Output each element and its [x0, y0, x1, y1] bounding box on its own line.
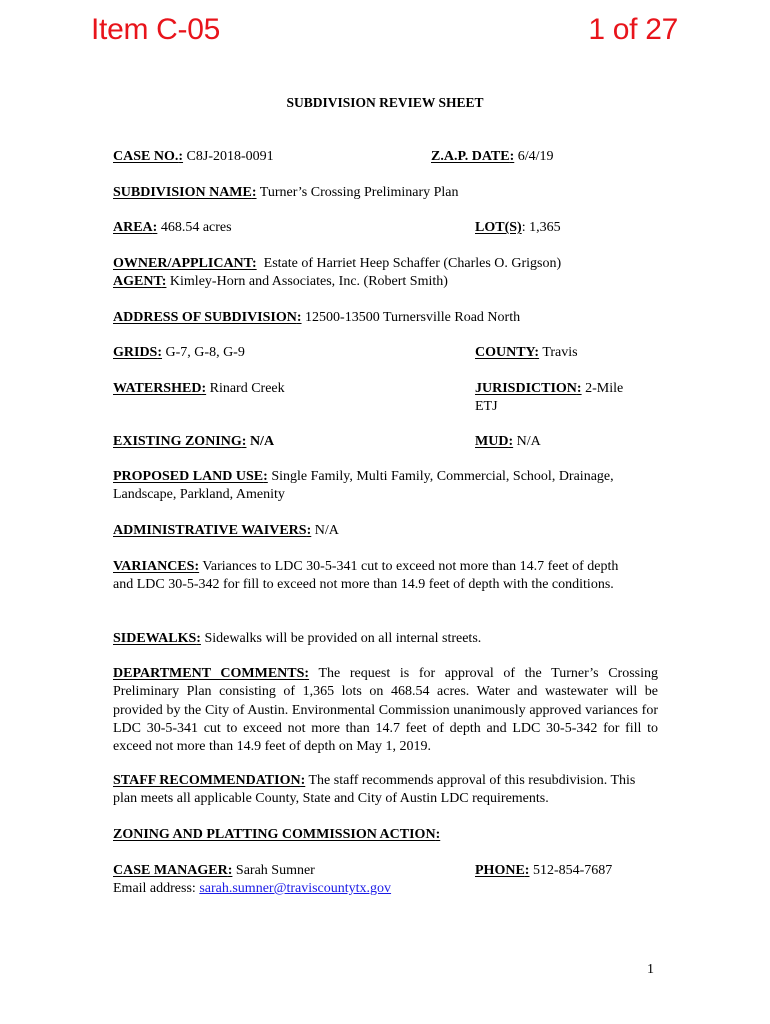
existing-zoning-field: EXISTING ZONING: N/A	[113, 434, 275, 449]
proposed-land-use-field: PROPOSED LAND USE: Single Family, Multi Family, Commercial, School, Drainage, Landscape, Parkland, Amenity	[113, 469, 614, 503]
county-field: COUNTY: Travis	[475, 345, 578, 360]
zap-action-heading: ZONING AND PLATTING COMMISSION ACTION:	[113, 827, 441, 842]
case-manager-field: CASE MANAGER: Sarah Sumner	[113, 863, 315, 878]
variances-field: VARIANCES: Variances to LDC 30-5-341 cut to exceed not more than 14.7 feet of depth and LDC 30-5-342 for fill to exceed not more than 14.9 feet of depth with the conditions.	[113, 559, 619, 593]
email-field	[113, 880, 391, 898]
staff-recommendation-field: STAFF RECOMMENDATION: The staff recommends approval of this resubdivision. This plan meets all applicable County, State and City of Austin LDC requirements.	[113, 773, 636, 807]
subdivision-name-field: SUBDIVISION NAME: Turner’s Crossing Preliminary Plan	[113, 185, 459, 200]
phone-label: PHONE	[475, 863, 525, 878]
zap-date-value: 6/4/19	[517, 149, 554, 164]
sidewalks-label: SIDEWALKS	[113, 631, 197, 646]
admin-waivers-field: ADMINISTRATIVE WAIVERS: N/A	[113, 523, 339, 538]
jurisdiction-value: 2-Mile	[585, 381, 624, 396]
email-link[interactable]: sarah.sumner@traviscountytx.gov	[199, 881, 392, 896]
watershed-field: WATERSHED: Rinard Creek	[113, 381, 285, 396]
department-comments-label: DEPARTMENT COMMENTS	[113, 666, 305, 681]
lots-value: 1,365	[529, 220, 561, 235]
variances-label: VARIANCES	[113, 559, 195, 574]
watershed-value: Rinard Creek	[209, 381, 285, 396]
mud-field: MUD: N/A	[475, 434, 541, 449]
area-value: 468.54 acres	[160, 220, 232, 235]
proposed-land-use-value: Single Family, Multi Family, Commercial, School, Drainage, Landscape, Parkland, Amenity	[113, 469, 614, 503]
owner-field: OWNER/APPLICANT: Estate of Harriet Heep Schaffer (Charles O. Grigson)	[113, 256, 562, 271]
case-no-value: C8J-2018-0091	[186, 149, 274, 164]
grids-label: GRIDS	[113, 345, 158, 360]
county-value: Travis	[542, 345, 578, 360]
lots-label: LOT(S)	[475, 220, 522, 235]
owner-value: Estate of Harriet Heep Schaffer (Charles O. Grigson)	[263, 256, 562, 271]
grids-value: G-7, G-8, G-9	[165, 345, 245, 360]
page-count-stamp: 1 of 27	[588, 13, 678, 46]
subdivision-name-label: SUBDIVISION NAME	[113, 185, 252, 200]
document-title: SUBDIVISION REVIEW SHEET	[286, 95, 484, 110]
case-manager-value: Sarah Sumner	[235, 863, 315, 878]
county-label: COUNTY	[475, 345, 535, 360]
subdivision-name-value: Turner’s Crossing Preliminary Plan	[259, 185, 459, 200]
lots-field: LOT(S): 1,365	[475, 220, 561, 235]
proposed-land-use-label: PROPOSED LAND USE	[113, 469, 264, 484]
agent-value: Kimley-Horn and Associates, Inc. (Robert Smith)	[169, 274, 448, 289]
existing-zoning-value: N/A	[249, 434, 275, 449]
agent-field: AGENT: Kimley-Horn and Associates, Inc. (Robert Smith)	[113, 274, 448, 289]
case-manager-label: CASE MANAGER	[113, 863, 228, 878]
owner-label: OWNER/APPLICANT	[113, 256, 252, 271]
phone-value: 512-854-7687	[532, 863, 613, 878]
mud-label: MUD	[475, 434, 509, 449]
jurisdiction-value-line2: ETJ	[475, 399, 498, 414]
case-no-label: CASE NO.	[113, 149, 179, 164]
watershed-label: WATERSHED	[113, 381, 202, 396]
email-label: Email address:	[113, 881, 196, 896]
admin-waivers-value: N/A	[314, 523, 339, 538]
area-label: AREA	[113, 220, 153, 235]
address-field: ADDRESS OF SUBDIVISION: 12500-13500 Turnersville Road North	[113, 310, 521, 325]
admin-waivers-label: ADMINISTRATIVE WAIVERS	[113, 523, 307, 538]
staff-recommendation-label: STAFF RECOMMENDATION	[113, 773, 301, 788]
address-label: ADDRESS OF SUBDIVISION	[113, 310, 297, 325]
staff-recommendation-value: The staff recommends approval of this resubdivision. This plan meets all applicable County, State and City of Austin LDC requirements.	[113, 773, 636, 807]
variances-value: Variances to LDC 30-5-341 cut to exceed not more than 14.7 feet of depth and LDC 30-5-342 for fill to exceed not more than 14.9 feet of depth with the conditions.	[113, 559, 619, 593]
grids-field: GRIDS: G-7, G-8, G-9	[113, 345, 245, 360]
jurisdiction-field: JURISDICTION: 2-Mile ETJ	[475, 381, 624, 414]
case-no-field: CASE NO.: C8J-2018-0091	[113, 149, 274, 164]
agent-label: AGENT	[113, 274, 162, 289]
sidewalks-value: Sidewalks will be provided on all internal streets.	[204, 631, 482, 646]
phone-field: PHONE: 512-854-7687	[475, 863, 613, 878]
existing-zoning-label: EXISTING ZONING	[113, 434, 242, 449]
jurisdiction-label: JURISDICTION	[475, 381, 577, 396]
zap-action-label: ZONING AND PLATTING COMMISSION ACTION	[113, 827, 436, 842]
sidewalks-field: SIDEWALKS: Sidewalks will be provided on all internal streets.	[113, 631, 482, 646]
item-stamp: Item C-05	[91, 13, 221, 46]
department-comments-value: The request is for approval of the Turner’s Crossing Preliminary Plan consisting of 1,365 lots on 468.54 acres. Water and wastewater will be provided by the City of Austin. Environmental Commission unanimously approved variances for LDC 30-5-341 cut to exceed not more than 14.7 feet of depth and LDC 30-5-342 for fill to exceed not more than 14.9 feet of depth on May 1, 2019.	[113, 666, 659, 755]
department-comments-field: DEPARTMENT COMMENTS: The request is for approval of the Turner’s Crossing Preliminary Plan consisting of 1,365 lots on 468.54 acres. Water and wastewater will be provided by the City of Austin. Environmental Commission unanimously approved variances for LDC 30-5-341 cut to exceed not more than 14.7 feet of depth and LDC 30-5-342 for fill to exceed not more than 14.9 feet of depth on May 1, 2019.	[113, 666, 659, 755]
zap-date-field: Z.A.P. DATE: 6/4/19	[431, 149, 554, 164]
area-field: AREA: 468.54 acres	[113, 220, 232, 235]
mud-value: N/A	[516, 434, 541, 449]
zap-date-label: Z.A.P. DATE	[431, 149, 510, 164]
address-value: 12500-13500 Turnersville Road North	[305, 310, 521, 325]
page-number: 1	[647, 962, 654, 977]
